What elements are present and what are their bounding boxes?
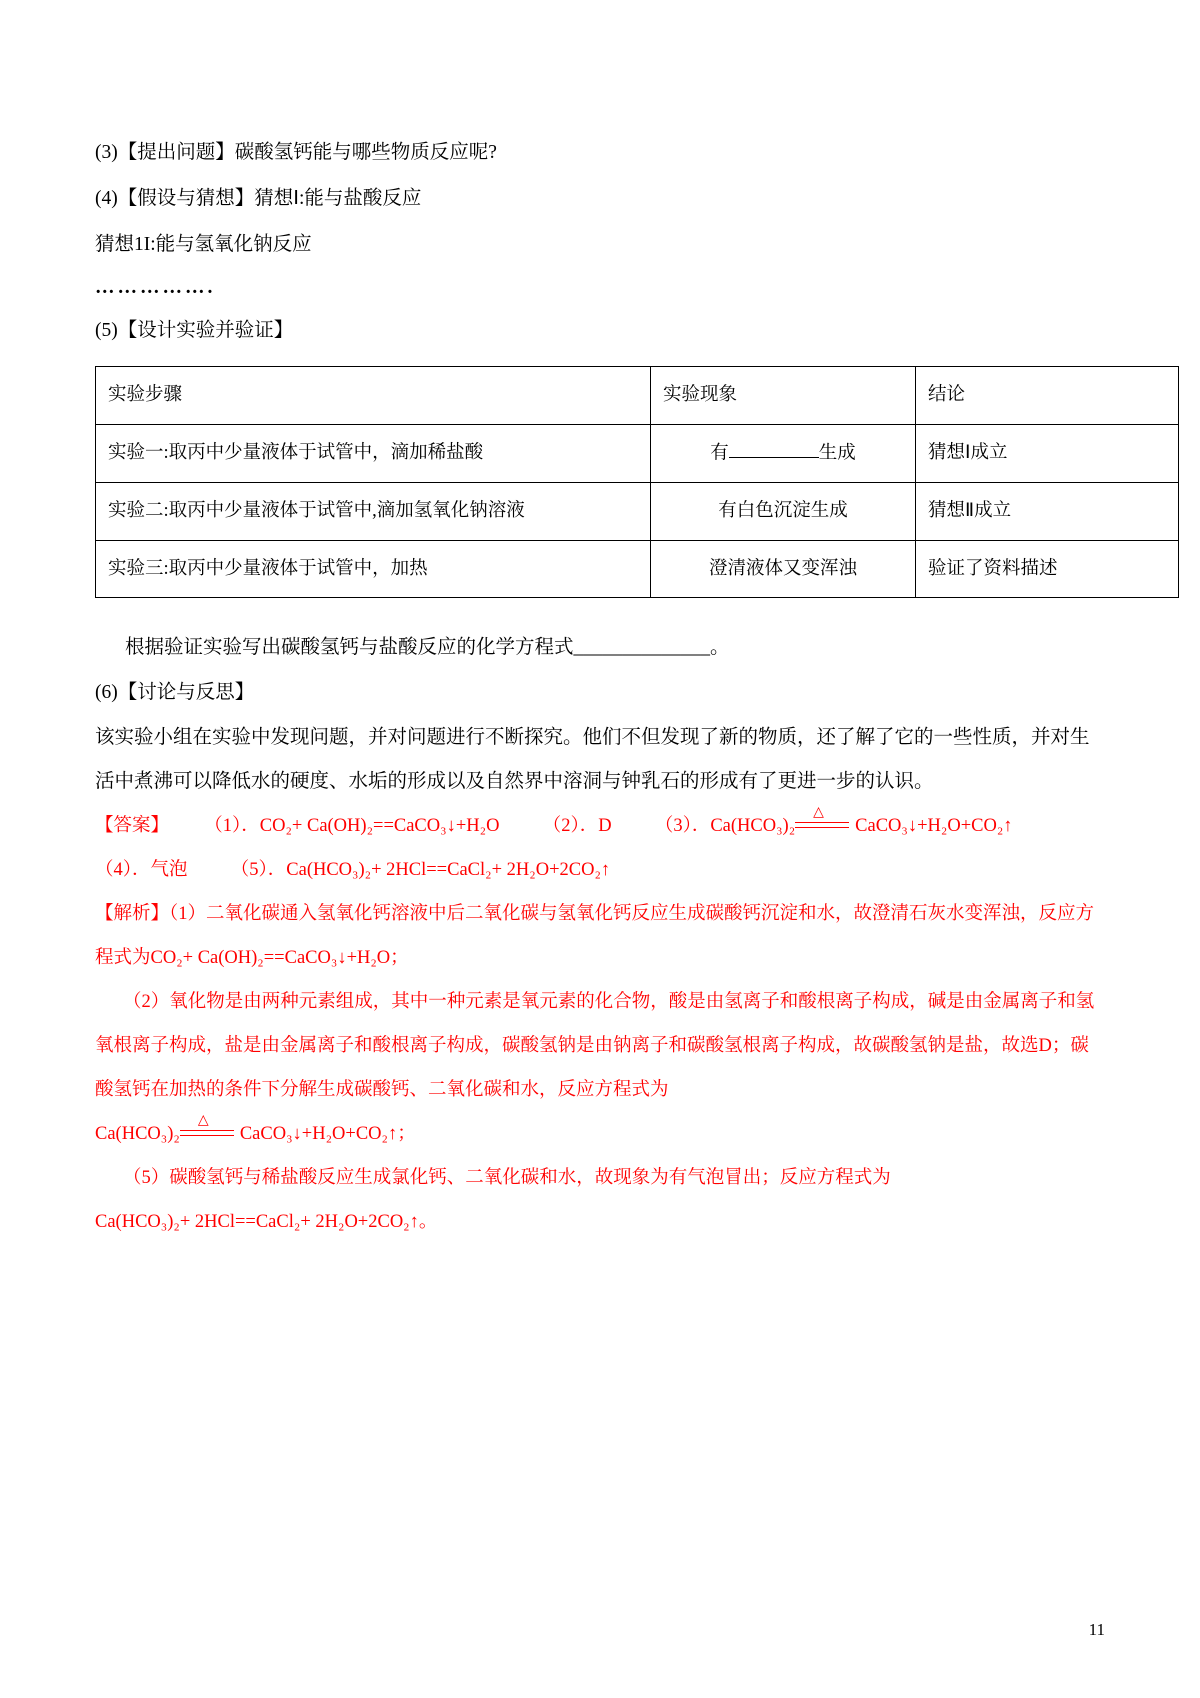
row1-conclusion: 猜想Ⅰ成立	[916, 424, 1179, 482]
table-row	[96, 482, 1179, 540]
answer-item-3-suffix: CaCO₃↓+H₂O+CO₂↑	[855, 816, 1013, 837]
analysis-paragraph-1	[95, 892, 1105, 980]
ellipsis-line: …………….	[95, 277, 216, 298]
section6-body: 该实验小组在实验中发现问题，并对问题进行不断探究。他们不但发现了新的物质，还了解了它的一些性质，并对生活中煮沸可以降低水的硬度、水垢的形成以及自然界中溶洞与钟乳石的形成有了更进一步的认识。	[95, 727, 1090, 793]
analysis-paragraph-2-equation	[95, 1112, 1105, 1156]
answer-item-1: （1）．CO₂+ Ca(OH)₂==CaCO₃↓+H₂O	[204, 816, 500, 837]
analysis-label: 【解析】	[95, 904, 170, 925]
row1-step: 实验一:取丙中少量液体于试管中，滴加稀盐酸	[96, 424, 651, 482]
analysis-paragraph-2	[95, 980, 1105, 1112]
heating-arrow-icon: △	[180, 1126, 234, 1145]
section6-title: (6)【讨论与反思】	[95, 682, 255, 704]
row1-phenomenon	[651, 424, 916, 482]
answer-item-2: （2）．D	[542, 816, 612, 837]
analysis-p2-text: （2）氧化物是由两种元素组成，其中一种元素是氧元素的化合物，酸是由氢离子和酸根离子构成，碱是由金属离子和氢氧根离子构成，盐是由金属离子和酸根离子构成，碳酸氢钠是由钠离子和碳酸氢根离子构成，故碳酸氢钠是盐，故选D；碳酸氢钙在加热的条件下分解生成碳酸钙、二氧化碳和水，反应方程式为	[95, 992, 1095, 1101]
analysis-p1-text: （1）二氧化碳通入氢氧化钙溶液中后二氧化碳与氢氧化钙反应生成碳酸钙沉淀和水，故澄清石灰水变浑浊，反应方程式为CO₂+ Ca(OH)₂==CaCO₃↓+H₂O；	[95, 904, 1095, 969]
analysis-paragraph-3-equation: Ca(HCO₃)₂+ 2HCl==CaCl₂+ 2H₂O+2CO₂↑。	[95, 1212, 438, 1233]
page-number: 11	[1088, 1620, 1105, 1639]
heating-arrow-icon: △	[795, 818, 849, 837]
fill-blank	[729, 439, 819, 459]
header-phenomenon: 实验现象	[651, 367, 916, 425]
row3-conclusion: 验证了资料描述	[916, 540, 1179, 598]
question-line-3: (3)【提出问题】碳酸氢钙能与哪些物质反应呢?	[95, 142, 497, 163]
answer-line-2	[95, 848, 1105, 892]
answer-item-3-prefix: （3）．Ca(HCO₃)₂	[654, 816, 796, 837]
header-conclusion: 结论	[916, 367, 1179, 425]
header-step: 实验步骤	[96, 367, 651, 425]
analysis-paragraph-3	[95, 1156, 1105, 1200]
row2-conclusion: 猜想Ⅱ成立	[916, 482, 1179, 540]
analysis-p3-text: （5）碳酸氢钙与稀盐酸反应生成氯化钙、二氧化碳和水，故现象为有气泡冒出；反应方程式为	[123, 1168, 891, 1189]
analysis-p2-eq-prefix: Ca(HCO₃)₂	[95, 1124, 180, 1145]
row3-phenomenon: 澄清液体又变浑浊	[651, 540, 916, 598]
table-row	[96, 424, 1179, 482]
question-line-5: (5)【设计实验并验证】	[95, 320, 294, 341]
row2-step: 实验二:取丙中少量液体于试管中,滴加氢氧化钠溶液	[96, 482, 651, 540]
row2-phenomenon: 有白色沉淀生成	[651, 482, 916, 540]
table-row	[96, 540, 1179, 598]
experiment-table	[95, 366, 1179, 598]
answer-item-5: （5）．Ca(HCO₃)₂+ 2HCl==CaCl₂+ 2H₂O+2CO₂↑	[230, 860, 611, 881]
row3-step: 实验三:取丙中少量液体于试管中，加热	[96, 540, 651, 598]
question-line-guess2: 猜想1I:能与氢氧化钠反应	[95, 234, 312, 255]
answer-label: 【答案】	[95, 816, 170, 837]
after-table-equation-line: 根据验证实验写出碳酸氢钙与盐酸反应的化学方程式______________。	[125, 637, 730, 659]
question-line-4: (4)【假设与猜想】猜想Ⅰ:能与盐酸反应	[95, 188, 422, 209]
analysis-p2-eq-suffix: CaCO₃↓+H₂O+CO₂↑；	[239, 1124, 416, 1145]
row1-phenomenon-prefix: 有	[710, 443, 729, 464]
answer-item-4: （4）．气泡	[95, 860, 188, 881]
table-header-row	[96, 367, 1179, 425]
row1-phenomenon-suffix: 生成	[818, 443, 856, 464]
answer-line-1	[95, 804, 1105, 848]
